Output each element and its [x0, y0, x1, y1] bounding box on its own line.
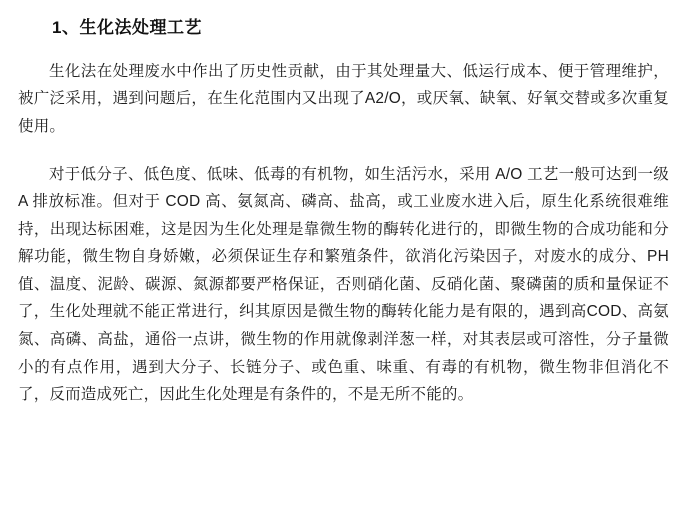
paragraph-2: 对于低分子、低色度、低味、低毒的有机物，如生活污水，采用 A/O 工艺一般可达到一级 A 排放标准。但对于 COD 高、氨氮高、磷高、盐高，或工业废水进入后，原生化系统很难维持，出现达标困难，这是因为生化处理是靠微生物的酶转化进行的，即微生物的合成功能和分解功能，微生物自身娇嫩，必须保证生存和繁殖条件，欲消化污染因子，对废水的成分、PH值、温度、泥龄、碳源、氮源都要严格保证，否则硝化菌、反硝化菌、聚磷菌的质和量保证不了，生化处理就不能正常进行，纠其原因是微生物的酶转化能力是有限的，遇到高COD、高氨氮、高磷、高盐，通俗一点讲，微生物的作用就像剥洋葱一样，对其表层或可溶性，分子量微小的有点作用，遇到大分子、长链分子、或色重、味重、有毒的有机物，微生物非但消化不了，反而造成死亡，因此生化处理是有条件的，不是无所不能的。 [18, 165, 669, 404]
page-title: 1、生化法处理工艺 [52, 18, 202, 37]
paragraph-1: 生化法在处理废水中作出了历史性贡献，由于其处理量大、低运行成本、便于管理维护，被广泛采用，遇到问题后，在生化范围内又出现了A2/O，或厌氧、缺氧、好氧交替或多次重复使用。 [18, 62, 669, 135]
